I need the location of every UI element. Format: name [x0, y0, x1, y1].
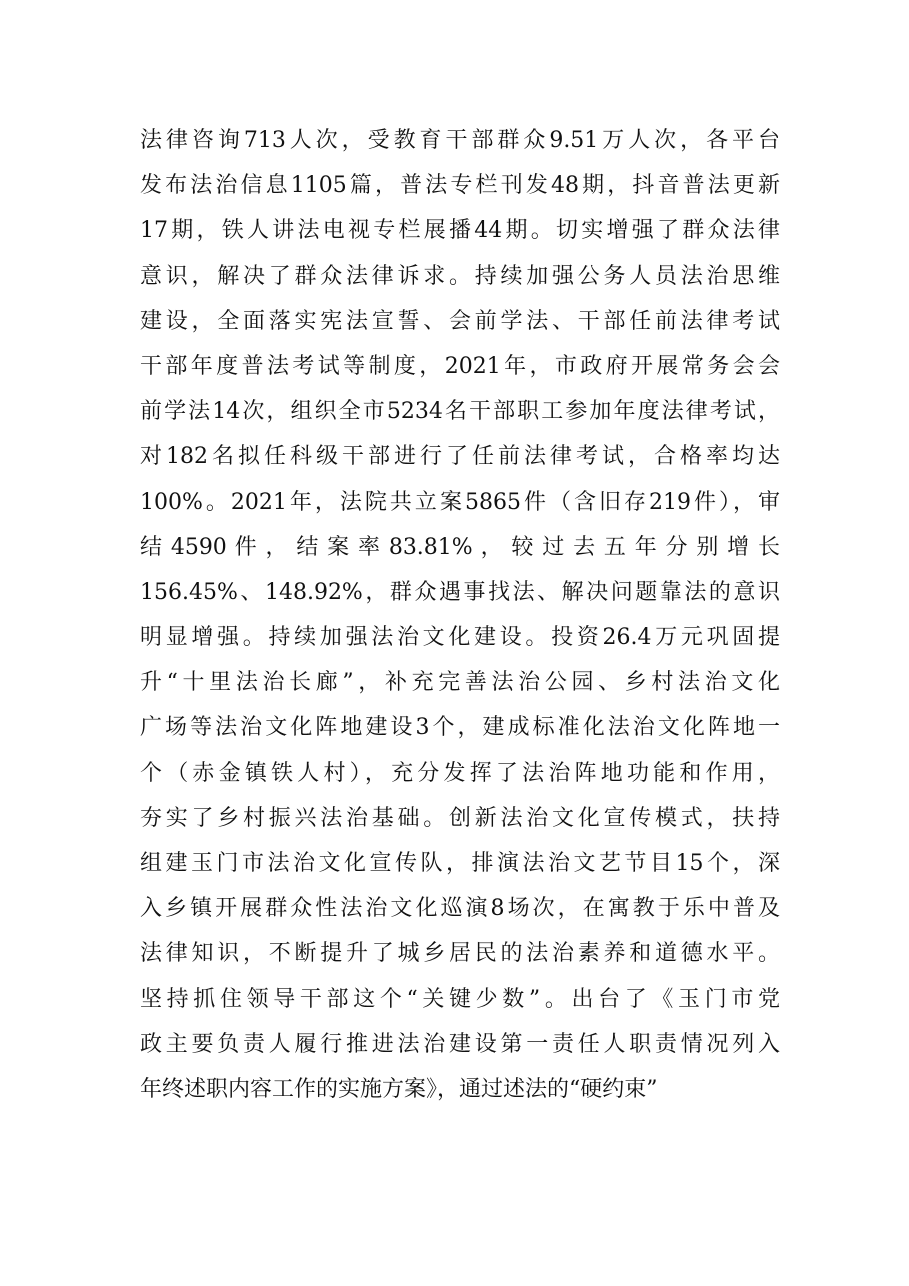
- body-text: [140, 118, 780, 1112]
- text-line-7: 前学法14次，组织全市5234名干部职工参加年度法律考试，: [140, 399, 780, 425]
- text-line-13: 升“十里法治长廊”，补充完善法治公园、乡村法治文化: [140, 670, 780, 696]
- text-line-10: 结 4590 件 ， 结 案 率 83.81% ， 较 过 去 五 年 分 别 增 长: [140, 534, 780, 560]
- text-line-12: 明显增强。持续加强法治文化建设。投资26.4万元巩固提: [140, 625, 780, 651]
- text-line-20: 坚持抓住领导干部这个“关键少数”。出台了《玉门市党: [140, 986, 780, 1012]
- text-line-22: 年终述职内容工作的实施方案》，通过述法的“硬约束”: [140, 1076, 658, 1102]
- text-line-11: 156.45%、148.92%，群众遇事找法、解决问题靠法的意识: [140, 579, 780, 605]
- text-line-16: 夯实了乡村振兴法治基础。创新法治文化宣传模式，扶持: [140, 805, 780, 831]
- text-line-15: 个（赤金镇铁人村），充分发挥了法治阵地功能和作用，: [140, 760, 780, 786]
- text-line-14: 广场等法治文化阵地建设3个，建成标准化法治文化阵地一: [140, 715, 780, 741]
- text-line-17: 组建玉门市法治文化宣传队，排演法治文艺节目15个，深: [140, 851, 780, 876]
- text-line-18: 入乡镇开展群众性法治文化巡演8场次，在寓教于乐中普及: [140, 896, 780, 922]
- text-line-5: 建设，全面落实宪法宣誓、会前学法、干部任前法律考试: [140, 308, 780, 334]
- text-line-21: 政主要负责人履行推进法治建设第一责任人职责情况列入: [140, 1031, 780, 1057]
- text-line-4: 意识，解决了群众法律诉求。持续加强公务人员法治思维: [140, 263, 780, 289]
- text-line-3: 17期，铁人讲法电视专栏展播44期。切实增强了群众法律: [140, 218, 780, 244]
- text-line-6: 干部年度普法考试等制度，2021年，市政府开展常务会会: [140, 353, 780, 379]
- text-line-1: 法律咨询713人次，受教育干部群众9.51万人次，各平台: [140, 128, 780, 153]
- text-line-19: 法律知识，不断提升了城乡居民的法治素养和道德水平。: [140, 941, 780, 967]
- text-line-8: 对182名拟任科级干部进行了任前法律考试，合格率均达: [140, 444, 780, 470]
- text-line-2: 发布法治信息1105篇，普法专栏刊发48期，抖音普法更新: [140, 173, 780, 199]
- text-line-9: 100%。2021年，法院共立案5865件（含旧存219件），审: [140, 489, 780, 515]
